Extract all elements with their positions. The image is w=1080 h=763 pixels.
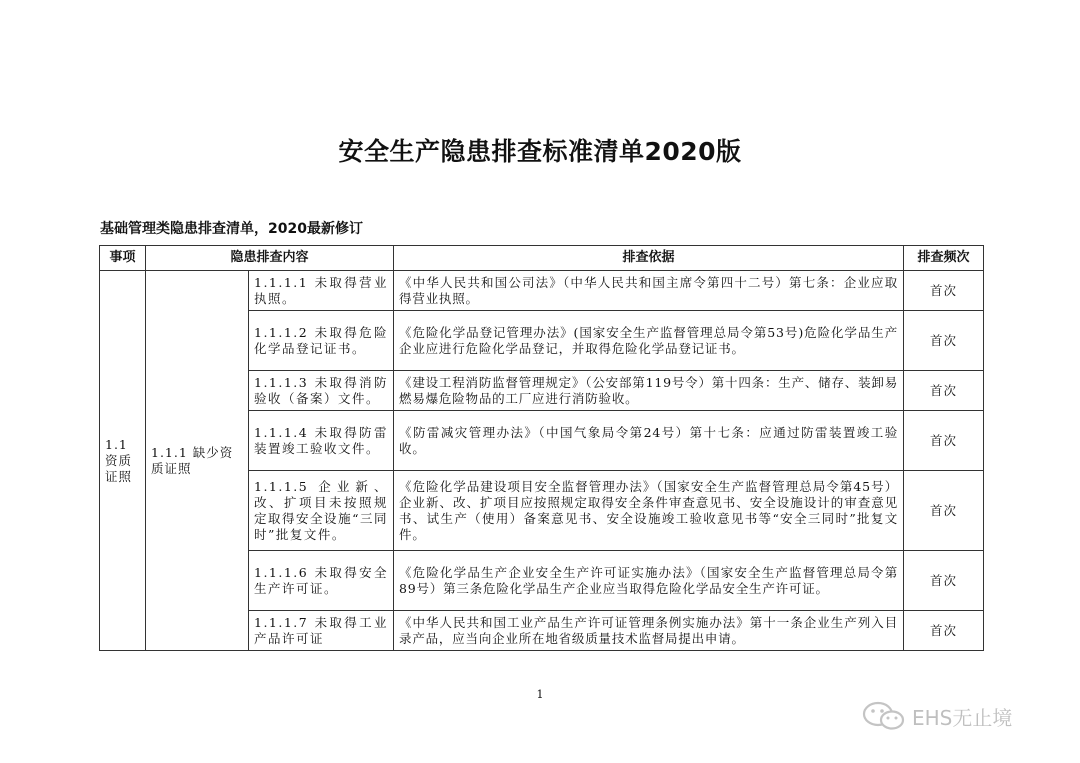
category-cell: 1.1 资质证照 bbox=[100, 271, 146, 651]
item-cell: 1.1.1.7 未取得工业产品许可证 bbox=[249, 611, 394, 651]
frequency-cell: 首次 bbox=[904, 411, 984, 471]
watermark bbox=[862, 700, 1012, 732]
header-basis: 排查依据 bbox=[394, 246, 904, 271]
frequency-cell: 首次 bbox=[904, 611, 984, 651]
frequency-cell: 首次 bbox=[904, 311, 984, 371]
item-cell: 1.1.1.5 企业新、改、扩项目未按照规定取得安全设施“三同时”批复文件。 bbox=[249, 471, 394, 551]
watermark-text: EHS无止境 bbox=[912, 705, 1013, 730]
basis-cell: 《建设工程消防监督管理规定》（公安部第119号令）第十四条：生产、储存、装卸易燃易爆危险物品的工厂应进行消防验收。 bbox=[394, 371, 904, 411]
item-cell: 1.1.1.1 未取得营业执照。 bbox=[249, 271, 394, 311]
frequency-cell: 首次 bbox=[904, 551, 984, 611]
item-cell: 1.1.1.2 未取得危险化学品登记证书。 bbox=[249, 311, 394, 371]
basis-cell: 《中华人民共和国工业产品生产许可证管理条例实施办法》第十一条企业生产列入目录产品，应当向企业所在地省级质量技术监督局提出申请。 bbox=[394, 611, 904, 651]
basis-cell: 《防雷减灾管理办法》（中国气象局令第24号）第十七条：应通过防雷装置竣工验收。 bbox=[394, 411, 904, 471]
item-cell: 1.1.1.6 未取得安全生产许可证。 bbox=[249, 551, 394, 611]
basis-cell: 《危险化学品建设项目安全监督管理办法》（国家安全生产监督管理总局令第45号）企业新、改、扩项目应按照规定取得安全条件审查意见书、安全设施设计的审查意见书、试生产（使用）备案意见书、安全设施竣工验收意见书等“安全三同时”批复文件。 bbox=[394, 471, 904, 551]
basis-cell: 《中华人民共和国公司法》（中华人民共和国主席令第四十二号）第七条：企业应取得营业执照。 bbox=[394, 271, 904, 311]
subcategory-cell: 1.1.1 缺少资质证照 bbox=[146, 271, 249, 651]
hazard-checklist-table bbox=[99, 245, 984, 651]
basis-cell: 《危险化学品生产企业安全生产许可证实施办法》（国家安全生产监督管理总局令第89号）第三条危险化学品生产企业应当取得危险化学品安全生产许可证。 bbox=[394, 551, 904, 611]
table-row bbox=[100, 271, 984, 311]
table-caption: 基础管理类隐患排查清单，2020最新修订 bbox=[100, 221, 363, 237]
wechat-icon bbox=[862, 701, 906, 731]
page-number: 1 bbox=[536, 688, 544, 701]
item-cell: 1.1.1.3 未取得消防验收（备案）文件。 bbox=[249, 371, 394, 411]
basis-cell: 《危险化学品登记管理办法》(国家安全生产监督管理总局令第53号)危险化学品生产企业应进行危险化学品登记，并取得危险化学品登记证书。 bbox=[394, 311, 904, 371]
header-content: 隐患排查内容 bbox=[146, 246, 394, 271]
frequency-cell: 首次 bbox=[904, 371, 984, 411]
table-header-row bbox=[100, 246, 984, 271]
frequency-cell: 首次 bbox=[904, 271, 984, 311]
header-item: 事项 bbox=[100, 246, 146, 271]
frequency-cell: 首次 bbox=[904, 471, 984, 551]
document-title: 安全生产隐患排查标准清单2020版 bbox=[338, 137, 742, 166]
header-frequency: 排查频次 bbox=[904, 246, 984, 271]
item-cell: 1.1.1.4 未取得防雷装置竣工验收文件。 bbox=[249, 411, 394, 471]
